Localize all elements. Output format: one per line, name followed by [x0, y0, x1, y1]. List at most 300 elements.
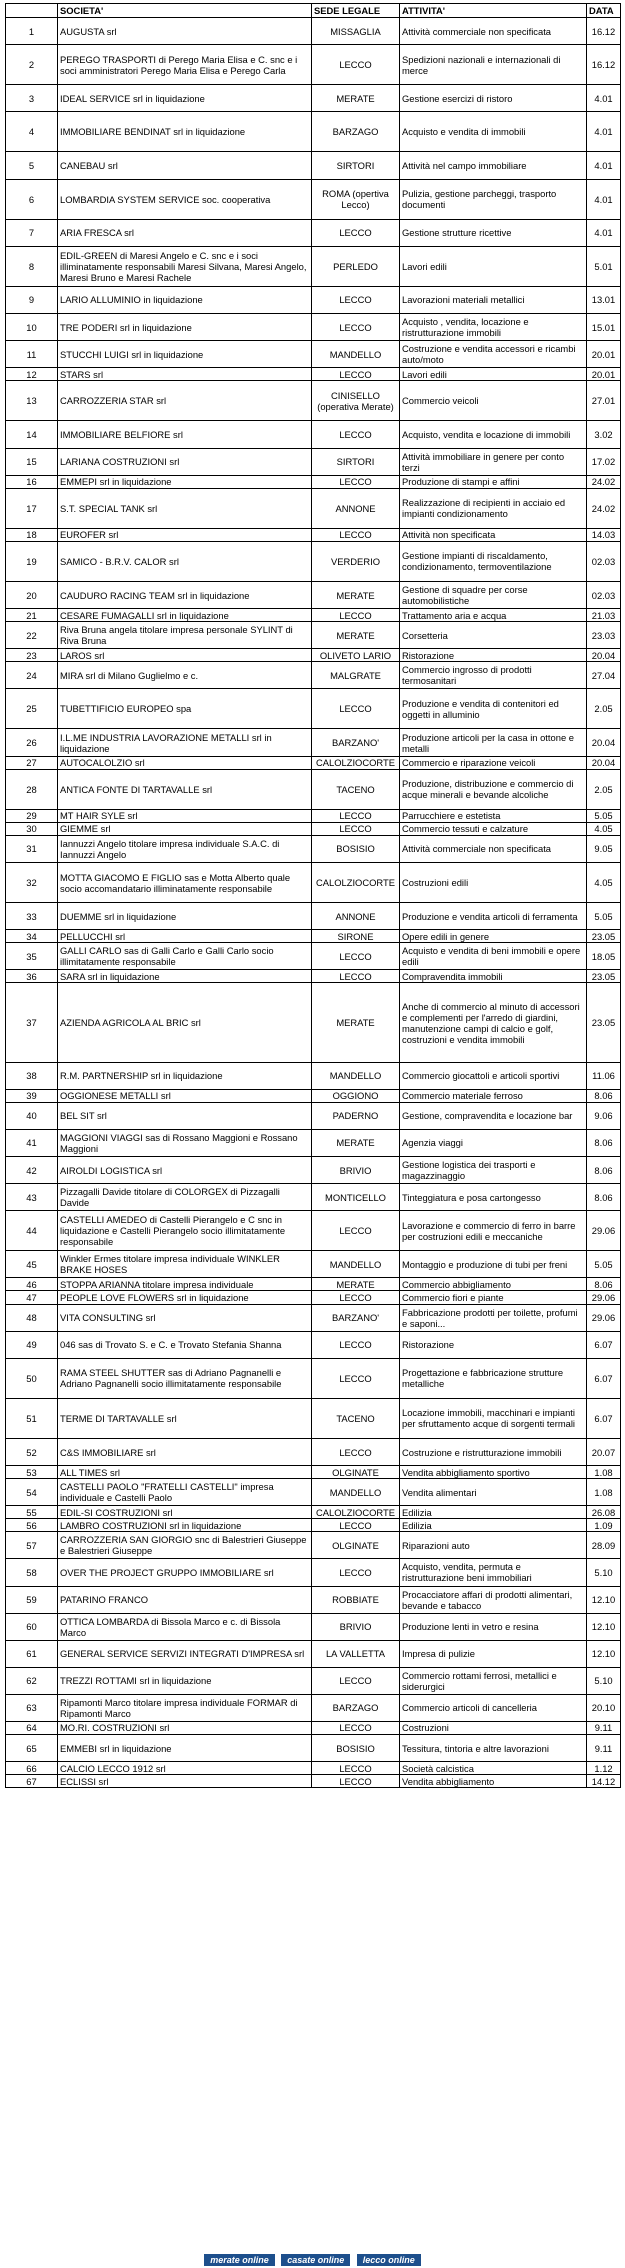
date: 16.12: [587, 18, 621, 45]
date: 8.06: [587, 1184, 621, 1211]
company-name: EMMEPI srl in liquidazione: [58, 475, 312, 488]
table-row: [6, 45, 621, 85]
company-name: AIROLDI LOGISTICA srl: [58, 1157, 312, 1184]
table-row: [6, 219, 621, 246]
company-name: TRE PODERI srl in liquidazione: [58, 314, 312, 341]
row-number: 38: [6, 1062, 58, 1089]
table-row: [6, 286, 621, 313]
company-name: PEREGO TRASPORTI di Perego Maria Elisa e C. snc e i soci amministratori Perego Maria Elisa e Perego Carla: [58, 45, 312, 85]
date: 2.05: [587, 769, 621, 809]
registered-office: ANNONE: [312, 488, 400, 528]
activity: Lavorazione e commercio di ferro in barre per costruzioni edili e meccaniche: [400, 1211, 587, 1251]
row-number: 56: [6, 1519, 58, 1532]
table-row: [6, 1438, 621, 1465]
row-number: 31: [6, 835, 58, 862]
company-name: EMMEBI srl in liquidazione: [58, 1735, 312, 1762]
table-row: [6, 488, 621, 528]
table-row: [6, 1640, 621, 1667]
table-row: [6, 983, 621, 1062]
activity: Lavori edili: [400, 368, 587, 381]
company-name: STARS srl: [58, 368, 312, 381]
date: 9.06: [587, 1102, 621, 1129]
registered-office: LECCO: [312, 689, 400, 729]
activity: Realizzazione di recipienti in acciaio ed impianti condizionamento: [400, 488, 587, 528]
lecco-online-logo[interactable]: lecco online: [357, 2254, 421, 2266]
company-name: IMMOBILIARE BELFIORE srl: [58, 421, 312, 448]
row-number: 20: [6, 581, 58, 608]
row-number: 60: [6, 1613, 58, 1640]
registered-office: SIRTORI: [312, 448, 400, 475]
table-row: [6, 314, 621, 341]
date: 8.06: [587, 1157, 621, 1184]
activity: Costruzione e vendita accessori e ricambi auto/moto: [400, 341, 587, 368]
registered-office: SIRONE: [312, 930, 400, 943]
date: 23.05: [587, 983, 621, 1062]
company-name: MIRA srl di Milano Guglielmo e c.: [58, 662, 312, 689]
header-data: DATA: [587, 4, 621, 18]
registered-office: VERDERIO: [312, 541, 400, 581]
company-name: GIEMME srl: [58, 822, 312, 835]
date: 5.05: [587, 1251, 621, 1278]
date: 12.10: [587, 1613, 621, 1640]
registered-office: BARZAGO: [312, 1694, 400, 1721]
company-name: EDIL-GREEN di Maresi Angelo e C. snc e i soci illiminatamente responsabili Maresi Silvana, Maresi Angelo, Maresi Bruno e Maresi Rachele: [58, 246, 312, 286]
company-name: IMMOBILIARE BENDINAT srl in liquidazione: [58, 112, 312, 152]
activity: Produzione di stampi e affini: [400, 475, 587, 488]
row-number: 30: [6, 822, 58, 835]
date: 4.01: [587, 219, 621, 246]
row-number: 65: [6, 1735, 58, 1762]
company-name: DUEMME srl in liquidazione: [58, 903, 312, 930]
activity: Commercio giocattoli e articoli sportivi: [400, 1062, 587, 1089]
company-name: R.M. PARTNERSHIP srl in liquidazione: [58, 1062, 312, 1089]
company-name: CAUDURO RACING TEAM srl in liquidazione: [58, 581, 312, 608]
company-name: I.L.ME INDUSTRIA LAVORAZIONE METALLI srl in liquidazione: [58, 729, 312, 756]
company-name: OVER THE PROJECT GRUPPO IMMOBILIARE srl: [58, 1559, 312, 1586]
casate-online-logo[interactable]: casate online: [281, 2254, 350, 2266]
date: 27.04: [587, 662, 621, 689]
row-number: 9: [6, 286, 58, 313]
table-row: [6, 1735, 621, 1762]
table-row: [6, 1157, 621, 1184]
row-number: 32: [6, 862, 58, 902]
registered-office: MONTICELLO: [312, 1184, 400, 1211]
table-row: [6, 809, 621, 822]
registered-office: LECCO: [312, 1519, 400, 1532]
activity: Procacciatore affari di prodotti alimentari, bevande e tabacco: [400, 1586, 587, 1613]
date: 26.08: [587, 1506, 621, 1519]
date: 8.06: [587, 1129, 621, 1156]
date: 4.01: [587, 85, 621, 112]
company-name: CASTELLI AMEDEO di Castelli Pierangelo e C snc in liquidazione e Castelli Pierangelo socio illimitatamente responsabile: [58, 1211, 312, 1251]
table-body: [6, 18, 621, 1788]
registered-office: BOSISIO: [312, 1735, 400, 1762]
registered-office: MERATE: [312, 1129, 400, 1156]
row-number: 35: [6, 943, 58, 970]
table-row: [6, 368, 621, 381]
activity: Commercio articoli di cancelleria: [400, 1694, 587, 1721]
registered-office: LECCO: [312, 1291, 400, 1304]
registered-office: LECCO: [312, 1762, 400, 1775]
activity: Vendita abbigliamento sportivo: [400, 1466, 587, 1479]
table-row: [6, 609, 621, 622]
registered-office: LECCO: [312, 475, 400, 488]
company-name: STUCCHI LUIGI srl in liquidazione: [58, 341, 312, 368]
company-name: STOPPA ARIANNA titolare impresa individuale: [58, 1278, 312, 1291]
row-number: 44: [6, 1211, 58, 1251]
row-number: 50: [6, 1358, 58, 1398]
registered-office: BOSISIO: [312, 835, 400, 862]
row-number: 19: [6, 541, 58, 581]
registered-office: LECCO: [312, 822, 400, 835]
row-number: 59: [6, 1586, 58, 1613]
table-row: [6, 1304, 621, 1331]
activity: Acquisto, vendita e locazione di immobili: [400, 421, 587, 448]
table-row: [6, 475, 621, 488]
table-row: [6, 862, 621, 902]
company-name: BEL SIT srl: [58, 1102, 312, 1129]
date: 11.06: [587, 1062, 621, 1089]
activity: Spedizioni nazionali e internazionali di merce: [400, 45, 587, 85]
registered-office: SIRTORI: [312, 152, 400, 179]
company-name: LAMBRO COSTRUZIONI srl in liquidazione: [58, 1519, 312, 1532]
activity: Attività commerciale non specificata: [400, 18, 587, 45]
row-number: 40: [6, 1102, 58, 1129]
table-row: [6, 1102, 621, 1129]
company-name: CESARE FUMAGALLI srl in liquidazione: [58, 609, 312, 622]
row-number: 62: [6, 1667, 58, 1694]
activity: Ristorazione: [400, 649, 587, 662]
activity: Produzione lenti in vetro e resina: [400, 1613, 587, 1640]
company-name: OGGIONESE METALLI srl: [58, 1089, 312, 1102]
row-number: 25: [6, 689, 58, 729]
registered-office: OLIVETO LARIO: [312, 649, 400, 662]
company-name: VITA CONSULTING srl: [58, 1304, 312, 1331]
activity: Gestione impianti di riscaldamento, condizionamento, termoventilazione: [400, 541, 587, 581]
row-number: 16: [6, 475, 58, 488]
activity: Tinteggiatura e posa cartongesso: [400, 1184, 587, 1211]
row-number: 23: [6, 649, 58, 662]
date: 23.05: [587, 970, 621, 983]
table-row: [6, 1586, 621, 1613]
activity: Anche di commercio al minuto di accessori e complementi per l'arredo di giardini, manutenzione campi di calcio e golf, costruzioni e vendita immobili: [400, 983, 587, 1062]
footer-logos: [0, 2250, 625, 2264]
activity: Produzione articoli per la casa in ottone e metalli: [400, 729, 587, 756]
table-row: [6, 341, 621, 368]
registered-office: LECCO: [312, 1721, 400, 1734]
registered-office: ANNONE: [312, 903, 400, 930]
activity: Attività commerciale non specificata: [400, 835, 587, 862]
date: 29.06: [587, 1291, 621, 1304]
row-number: 47: [6, 1291, 58, 1304]
company-name: Iannuzzi Angelo titolare impresa individuale S.A.C. di Iannuzzi Angelo: [58, 835, 312, 862]
activity: Corsetteria: [400, 622, 587, 649]
table-row: [6, 1358, 621, 1398]
row-number: 53: [6, 1466, 58, 1479]
table-row: [6, 1062, 621, 1089]
row-number: 34: [6, 930, 58, 943]
date: 20.10: [587, 1694, 621, 1721]
activity: Acquisto, vendita, permuta e ristrutturazione beni immobiliari: [400, 1559, 587, 1586]
activity: Produzione, distribuzione e commercio di acque minerali e bevande alcoliche: [400, 769, 587, 809]
activity: Commercio ingrosso di prodotti termosanitari: [400, 662, 587, 689]
table-row: [6, 1613, 621, 1640]
company-name: CASTELLI PAOLO "FRATELLI CASTELLI" impresa individuale e Castelli Paolo: [58, 1479, 312, 1506]
row-number: 42: [6, 1157, 58, 1184]
date: 23.03: [587, 622, 621, 649]
date: 6.07: [587, 1331, 621, 1358]
activity: Edilizia: [400, 1519, 587, 1532]
date: 2.05: [587, 689, 621, 729]
date: 5.01: [587, 246, 621, 286]
registered-office: LECCO: [312, 1331, 400, 1358]
table-row: [6, 1291, 621, 1304]
table-row: [6, 943, 621, 970]
date: 5.10: [587, 1667, 621, 1694]
table-row: [6, 903, 621, 930]
date: 20.07: [587, 1438, 621, 1465]
table-row: [6, 1519, 621, 1532]
row-number: 17: [6, 488, 58, 528]
registered-office: LECCO: [312, 219, 400, 246]
company-name: LOMBARDIA SYSTEM SERVICE soc. cooperativa: [58, 179, 312, 219]
activity: Gestione di squadre per corse automobilistiche: [400, 581, 587, 608]
header-sede-legale: SEDE LEGALE: [312, 4, 400, 18]
date: 6.07: [587, 1398, 621, 1438]
company-name: OTTICA LOMBARDA di Bissola Marco e c. di Bissola Marco: [58, 1613, 312, 1640]
date: 21.03: [587, 609, 621, 622]
activity: Edilizia: [400, 1506, 587, 1519]
registered-office: OGGIONO: [312, 1089, 400, 1102]
table-row: [6, 581, 621, 608]
registered-office: LECCO: [312, 1667, 400, 1694]
company-name: Winkler Ermes titolare impresa individuale WINKLER BRAKE HOSES: [58, 1251, 312, 1278]
activity: Attività nel campo immobiliare: [400, 152, 587, 179]
table-row: [6, 541, 621, 581]
activity: Tessitura, tintoria e altre lavorazioni: [400, 1735, 587, 1762]
registered-office: LECCO: [312, 809, 400, 822]
row-number: 66: [6, 1762, 58, 1775]
merate-online-logo[interactable]: merate online: [204, 2254, 275, 2266]
date: 5.10: [587, 1559, 621, 1586]
company-name: GALLI CARLO sas di Galli Carlo e Galli Carlo socio illimitatamente responsabile: [58, 943, 312, 970]
date: 02.03: [587, 581, 621, 608]
company-name: MOTTA GIACOMO E FIGLIO sas e Motta Alberto quale socio accomandatario illiminatamente responsabile: [58, 862, 312, 902]
table-row: [6, 689, 621, 729]
company-name: GENERAL SERVICE SERVIZI INTEGRATI D'IMPRESA srl: [58, 1640, 312, 1667]
date: 17.02: [587, 448, 621, 475]
header-societa: SOCIETA': [58, 4, 312, 18]
date: 9.05: [587, 835, 621, 862]
row-number: 6: [6, 179, 58, 219]
company-name: LAROS srl: [58, 649, 312, 662]
company-name: MO.RI. COSTRUZIONI srl: [58, 1721, 312, 1734]
row-number: 13: [6, 381, 58, 421]
company-name: MT HAIR SYLE srl: [58, 809, 312, 822]
activity: Commercio abbigliamento: [400, 1278, 587, 1291]
registered-office: MERATE: [312, 622, 400, 649]
registered-office: ROBBIATE: [312, 1586, 400, 1613]
activity: Commercio tessuti e calzature: [400, 822, 587, 835]
table-row: [6, 381, 621, 421]
activity: Acquisto e vendita di immobili: [400, 112, 587, 152]
company-name: RAMA STEEL SHUTTER sas di Adriano Pagnanelli e Adriano Pagnanelli socio illimitatamente responsabile: [58, 1358, 312, 1398]
activity: Parrucchiere e estetista: [400, 809, 587, 822]
row-number: 4: [6, 112, 58, 152]
table-row: [6, 1532, 621, 1559]
row-number: 36: [6, 970, 58, 983]
date: 1.12: [587, 1762, 621, 1775]
company-name: AUTOCALOLZIO srl: [58, 756, 312, 769]
registered-office: MANDELLO: [312, 1251, 400, 1278]
row-number: 1: [6, 18, 58, 45]
company-name: ANTICA FONTE DI TARTAVALLE srl: [58, 769, 312, 809]
registered-office: OLGINATE: [312, 1532, 400, 1559]
activity: Compravendita immobili: [400, 970, 587, 983]
company-name: MAGGIONI VIAGGI sas di Rossano Maggioni e Rossano Maggioni: [58, 1129, 312, 1156]
date: 4.05: [587, 822, 621, 835]
activity: Impresa di pulizie: [400, 1640, 587, 1667]
activity: Ristorazione: [400, 1331, 587, 1358]
activity: Società calcistica: [400, 1762, 587, 1775]
registered-office: PADERNO: [312, 1102, 400, 1129]
table-row: [6, 1211, 621, 1251]
company-name: PEOPLE LOVE FLOWERS srl in liquidazione: [58, 1291, 312, 1304]
row-number: 58: [6, 1559, 58, 1586]
activity: Commercio fiori e piante: [400, 1291, 587, 1304]
company-name: CARROZZERIA SAN GIORGIO snc di Balestrieri Giuseppe e Balestrieri Giuseppe: [58, 1532, 312, 1559]
registered-office: BARZANO': [312, 729, 400, 756]
company-name: SAMICO - B.R.V. CALOR srl: [58, 541, 312, 581]
company-name: Pizzagalli Davide titolare di COLORGEX di Pizzagalli Davide: [58, 1184, 312, 1211]
table-row: [6, 1721, 621, 1734]
table-row: [6, 448, 621, 475]
company-name: EUROFER srl: [58, 528, 312, 541]
row-number: 37: [6, 983, 58, 1062]
registered-office: LECCO: [312, 1211, 400, 1251]
row-number: 14: [6, 421, 58, 448]
registered-office: CALOLZIOCORTE: [312, 862, 400, 902]
table-row: [6, 970, 621, 983]
row-number: 29: [6, 809, 58, 822]
table-row: [6, 729, 621, 756]
table-row: [6, 756, 621, 769]
date: 18.05: [587, 943, 621, 970]
date: 4.01: [587, 152, 621, 179]
company-name: AZIENDA AGRICOLA AL BRIC srl: [58, 983, 312, 1062]
registered-office: MERATE: [312, 1278, 400, 1291]
row-number: 10: [6, 314, 58, 341]
date: 6.07: [587, 1358, 621, 1398]
table-row: [6, 1775, 621, 1788]
registered-office: PERLEDO: [312, 246, 400, 286]
table-row: [6, 152, 621, 179]
table-row: [6, 246, 621, 286]
table-row: [6, 769, 621, 809]
row-number: 5: [6, 152, 58, 179]
table-row: [6, 1506, 621, 1519]
registered-office: LECCO: [312, 1358, 400, 1398]
date: 1.09: [587, 1519, 621, 1532]
table-row: [6, 1129, 621, 1156]
row-number: 28: [6, 769, 58, 809]
company-name: AUGUSTA srl: [58, 18, 312, 45]
row-number: 39: [6, 1089, 58, 1102]
table-row: [6, 1184, 621, 1211]
activity: Commercio materiale ferroso: [400, 1089, 587, 1102]
activity: Produzione e vendita articoli di ferramenta: [400, 903, 587, 930]
activity: Lavori edili: [400, 246, 587, 286]
row-number: 43: [6, 1184, 58, 1211]
activity: Pulizia, gestione parcheggi, trasporto documenti: [400, 179, 587, 219]
registered-office: CALOLZIOCORTE: [312, 1506, 400, 1519]
activity: Gestione strutture ricettive: [400, 219, 587, 246]
table-row: [6, 1251, 621, 1278]
table-row: [6, 179, 621, 219]
registered-office: BARZAGO: [312, 112, 400, 152]
table-row: [6, 18, 621, 45]
row-number: 7: [6, 219, 58, 246]
row-number: 33: [6, 903, 58, 930]
date: 8.06: [587, 1278, 621, 1291]
company-name: LARIO ALLUMINIO in liquidazione: [58, 286, 312, 313]
row-number: 12: [6, 368, 58, 381]
date: 20.04: [587, 756, 621, 769]
row-number: 57: [6, 1532, 58, 1559]
company-name: CALCIO LECCO 1912 srl: [58, 1762, 312, 1775]
activity: Costruzioni: [400, 1721, 587, 1734]
registered-office: TACENO: [312, 1398, 400, 1438]
row-number: 8: [6, 246, 58, 286]
row-number: 41: [6, 1129, 58, 1156]
table-row: [6, 835, 621, 862]
date: 1.08: [587, 1466, 621, 1479]
company-name: CANEBAU srl: [58, 152, 312, 179]
activity: Gestione esercizi di ristoro: [400, 85, 587, 112]
table-row: [6, 822, 621, 835]
registered-office: MANDELLO: [312, 1062, 400, 1089]
company-name: ARIA FRESCA srl: [58, 219, 312, 246]
date: 8.06: [587, 1089, 621, 1102]
activity: Gestione logistica dei trasporti e magazzinaggio: [400, 1157, 587, 1184]
table-row: [6, 1331, 621, 1358]
registered-office: LECCO: [312, 368, 400, 381]
activity: Vendita abbigliamento: [400, 1775, 587, 1788]
activity: Locazione immobili, macchinari e impianti per sfruttamento acque di sorgenti termali: [400, 1398, 587, 1438]
activity: Progettazione e fabbricazione strutture metalliche: [400, 1358, 587, 1398]
registered-office: LECCO: [312, 1559, 400, 1586]
company-name: TERME DI TARTAVALLE srl: [58, 1398, 312, 1438]
date: 28.09: [587, 1532, 621, 1559]
registered-office: MALGRATE: [312, 662, 400, 689]
activity: Opere edili in genere: [400, 930, 587, 943]
date: 15.01: [587, 314, 621, 341]
registered-office: ROMA (opertiva Lecco): [312, 179, 400, 219]
activity: Montaggio e produzione di tubi per freni: [400, 1251, 587, 1278]
activity: Attività immobiliare in genere per conto terzi: [400, 448, 587, 475]
row-number: 64: [6, 1721, 58, 1734]
date: 27.01: [587, 381, 621, 421]
header-number: [6, 4, 58, 18]
registered-office: LECCO: [312, 1438, 400, 1465]
registered-office: LECCO: [312, 943, 400, 970]
registered-office: BARZANO': [312, 1304, 400, 1331]
date: 20.01: [587, 341, 621, 368]
company-name: C&S IMMOBILIARE srl: [58, 1438, 312, 1465]
activity: Produzione e vendita di contenitori ed oggetti in alluminio: [400, 689, 587, 729]
date: 1.08: [587, 1479, 621, 1506]
date: 24.02: [587, 475, 621, 488]
